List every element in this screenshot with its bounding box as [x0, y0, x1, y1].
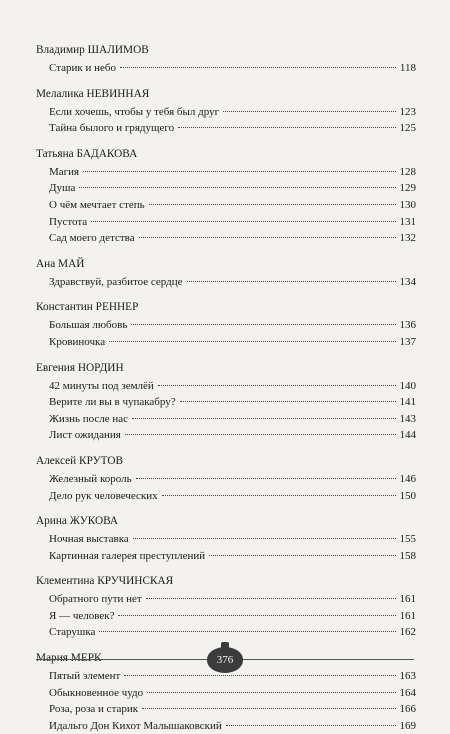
dot-leader [226, 725, 396, 726]
table-of-contents [36, 43, 416, 734]
dot-leader [139, 237, 396, 238]
toc-entry [49, 214, 416, 231]
toc-entry [49, 624, 416, 641]
dot-leader [149, 204, 396, 205]
entry-title: Верите ли вы в чупакабру? [49, 396, 176, 409]
entry-title: Магия [49, 165, 80, 178]
toc-entry [49, 180, 416, 197]
toc-entry [49, 230, 416, 247]
entry-page-number: 132 [399, 232, 416, 245]
entry-title: Старик и небо [49, 62, 116, 74]
entry-title: 42 минуты под землёй [49, 379, 154, 392]
entry-page-number: 125 [399, 122, 416, 135]
entry-page-number: 155 [399, 533, 416, 546]
dot-leader [162, 495, 396, 496]
entry-page-number: 163 [399, 670, 416, 683]
toc-entry [49, 471, 416, 488]
entry-page-number: 130 [399, 198, 416, 211]
entry-page-number: 137 [399, 335, 416, 348]
entry-page-number: 141 [399, 396, 416, 409]
dot-leader [178, 127, 395, 128]
entry-title: Обратного пути нет [49, 593, 142, 606]
toc-entry [49, 548, 416, 565]
dot-leader [83, 171, 395, 172]
author-name: Ана МАЙ [36, 257, 85, 270]
works-list [36, 317, 416, 350]
author-name: Арина ЖУКОВА [36, 515, 119, 528]
dot-leader [136, 478, 396, 479]
toc-entry [49, 685, 416, 702]
works-list [36, 378, 416, 444]
toc-entry [49, 531, 416, 548]
works-list [36, 164, 416, 247]
entry-title: Железный король [49, 472, 132, 485]
dot-leader [180, 401, 396, 402]
toc-entry [49, 164, 416, 181]
toc-entry [49, 608, 416, 625]
works-list [36, 591, 416, 641]
entry-page-number: 164 [399, 686, 416, 699]
dot-leader [158, 385, 396, 386]
entry-title: Большая любовь [49, 319, 128, 332]
entry-title: Роза, роза и старик [49, 703, 139, 716]
entry-page-number: 162 [399, 626, 416, 639]
author-name: Мелалика НЕВИННАЯ [36, 87, 150, 100]
dot-leader [120, 67, 396, 68]
entry-title: Обыкновенное чудо [49, 686, 144, 699]
entry-page-number: 166 [399, 703, 416, 716]
author-name: Евгения НОРДИН [36, 361, 124, 374]
toc-entry [49, 274, 416, 291]
toc-entry [49, 197, 416, 214]
dot-leader [91, 221, 395, 222]
entry-title: Картинная галерея преступлений [49, 549, 206, 562]
entry-page-number: 143 [399, 412, 416, 425]
dot-leader [99, 631, 395, 632]
entry-page-number: 118 [399, 62, 416, 74]
entry-title: Я — человек? [49, 609, 115, 622]
toc-entry [49, 701, 416, 718]
dot-leader [109, 341, 395, 342]
page-number: 376 [216, 654, 234, 666]
toc-entry [49, 317, 416, 334]
entry-page-number: 129 [399, 182, 416, 195]
entry-page-number: 161 [399, 609, 416, 622]
dot-leader [133, 538, 396, 539]
entry-title: Жизнь после нас [49, 412, 129, 425]
entry-title: Душа [49, 182, 76, 195]
dot-leader [118, 615, 395, 616]
entry-title: Сад моего детства [49, 232, 135, 245]
entry-title: Лист ожидания [49, 429, 121, 442]
works-list [36, 531, 416, 564]
entry-title: Дело рук человеческих [49, 489, 158, 502]
entry-page-number: 128 [399, 165, 416, 178]
entry-title: Тайна былого и грядущего [49, 122, 175, 135]
entry-page-number: 144 [399, 429, 416, 442]
toc-entry [49, 591, 416, 608]
entry-page-number: 146 [399, 472, 416, 485]
dot-leader [147, 692, 395, 693]
author-name: Владимир ШАЛИМОВ [36, 44, 149, 56]
entry-page-number: 161 [399, 593, 416, 606]
entry-page-number: 134 [399, 275, 416, 288]
entry-page-number: 150 [399, 489, 416, 502]
toc-entry [49, 334, 416, 351]
entry-title: О чём мечтает степь [49, 198, 145, 211]
entry-page-number: 158 [399, 549, 416, 562]
dot-leader [124, 675, 395, 676]
dot-leader [146, 598, 396, 599]
entry-title: Пятый элемент [49, 670, 121, 683]
works-list [36, 274, 416, 291]
works-list [36, 104, 416, 137]
entry-title: Здравствуй, разбитое сердце [49, 275, 183, 288]
dot-leader [131, 324, 395, 325]
dot-leader [132, 418, 395, 419]
dot-leader [187, 281, 396, 282]
toc-entry [49, 104, 416, 121]
works-list [36, 668, 416, 734]
dot-leader [209, 555, 395, 556]
entry-page-number: 169 [399, 719, 416, 732]
dot-leader [142, 708, 395, 709]
entry-title: Кровиночка [49, 335, 106, 348]
dot-leader [79, 187, 395, 188]
dot-leader [223, 111, 395, 112]
toc-entry [49, 60, 416, 77]
author-name: Константин РЕННЕР [36, 301, 139, 314]
toc-entry [49, 411, 416, 428]
entry-title: Пустота [49, 215, 88, 228]
works-list [36, 60, 416, 77]
entry-title: Идальго Дон Кихот Малышаковский [49, 719, 222, 732]
page-number-badge [207, 647, 243, 673]
entry-page-number: 140 [399, 379, 416, 392]
author-name: Клементина КРУЧИНСКАЯ [36, 575, 174, 588]
entry-title: Старушка [49, 626, 96, 639]
toc-entry [49, 488, 416, 505]
toc-entry [49, 718, 416, 734]
works-list [36, 471, 416, 504]
toc-entry [49, 427, 416, 444]
toc-entry [49, 378, 416, 395]
author-name: Алексей КРУТОВ [36, 454, 124, 467]
author-name: Татьяна БАДАКОВА [36, 147, 138, 160]
toc-entry [49, 120, 416, 137]
entry-page-number: 123 [399, 105, 416, 118]
entry-page-number: 131 [399, 215, 416, 228]
dot-leader [125, 434, 396, 435]
entry-page-number: 136 [399, 319, 416, 332]
entry-title: Ночная выставка [49, 533, 129, 546]
entry-title: Если хочешь, чтобы у тебя был друг [49, 105, 220, 118]
toc-entry [49, 394, 416, 411]
